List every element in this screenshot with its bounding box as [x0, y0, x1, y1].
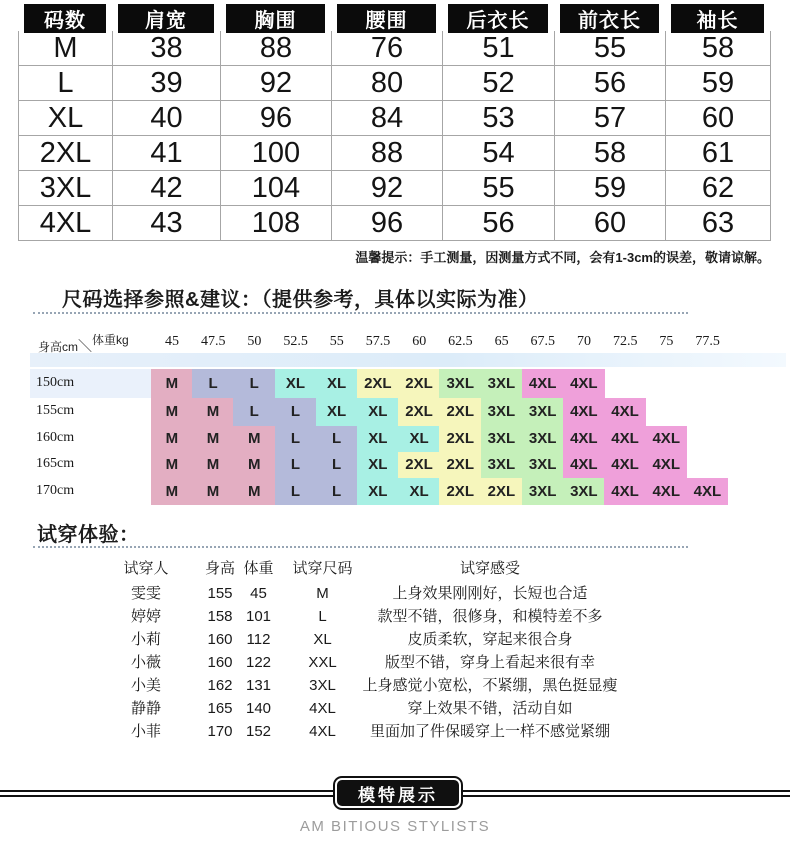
fitting-value-cell: 里面加了件保暖穿上一样不感觉紧绷 [369, 723, 610, 740]
fitting-value-cell: L [318, 608, 327, 625]
fitting-value-cell: XL [313, 631, 332, 648]
matrix-size-cell: XL [275, 369, 317, 398]
matrix-size-cell: 4XL [645, 478, 687, 505]
spec-value-cell: 55 [443, 171, 555, 206]
matrix-weight-label: 60 [412, 334, 427, 349]
spec-value-cell: 96 [332, 206, 443, 241]
spec-value-cell: 92 [332, 171, 443, 206]
model-display-badge-label: 模特展示 [358, 785, 438, 805]
matrix-size-cell: 4XL [604, 426, 646, 452]
matrix-size-cell: M [192, 478, 234, 505]
matrix-weight-label: 55 [329, 334, 344, 349]
spec-value-cell: 100 [221, 136, 332, 171]
matrix-size-cell: XL [357, 478, 399, 505]
fitting-value-cell: 170 [207, 723, 233, 740]
fitting-value-cell: 101 [245, 608, 272, 625]
spec-value-cell: 56 [555, 66, 666, 101]
spec-size-label: L [19, 66, 113, 101]
fitting-column-header: 试穿感受 [459, 560, 520, 577]
fitting-value-cell: 雯雯 [130, 585, 161, 602]
fitting-value-cell: 小菲 [130, 723, 161, 740]
matrix-size-cell: L [192, 369, 234, 398]
spec-column-header: 袖长 [671, 4, 764, 33]
matrix-size-cell: M [151, 398, 193, 426]
spec-value-cell: 63 [666, 206, 771, 241]
spec-value-cell: 55 [555, 31, 666, 66]
matrix-size-cell: M [151, 426, 193, 452]
spec-value-cell: 60 [666, 101, 771, 136]
matrix-size-cell: M [151, 452, 193, 478]
fitting-value-cell: 160 [207, 654, 233, 671]
spec-column-header: 码数 [24, 4, 106, 33]
matrix-weight-label: 75 [659, 334, 674, 349]
matrix-weight-label: 45 [165, 334, 179, 349]
spec-value-cell: 88 [221, 31, 332, 66]
matrix-weight-label: 50 [247, 334, 262, 349]
fitting-value-cell: 版型不错，穿身上看起来很有幸 [384, 654, 595, 671]
spec-value-cell: 104 [221, 171, 332, 206]
spec-value-cell: 51 [443, 31, 555, 66]
spec-column-header: 前衣长 [560, 4, 659, 33]
matrix-size-cell: 2XL [439, 452, 481, 478]
fitting-value-cell: 152 [245, 723, 272, 740]
spec-value-cell: 108 [221, 206, 332, 241]
matrix-weight-label: 67.5 [530, 334, 556, 349]
matrix-weight-label: 62.5 [448, 334, 473, 349]
fitting-value-cell: 162 [207, 677, 233, 694]
matrix-size-cell: L [316, 426, 358, 452]
matrix-header-band [30, 353, 786, 367]
spec-table-body [18, 31, 771, 241]
spec-value-cell: 96 [221, 101, 332, 136]
fitting-value-cell: 小莉 [130, 631, 161, 648]
matrix-size-cell: L [275, 398, 317, 426]
matrix-size-cell: L [275, 452, 317, 478]
spec-value-cell: 59 [555, 171, 666, 206]
fitting-value-cell: 122 [245, 654, 272, 671]
fitting-divider [33, 546, 688, 548]
spec-value-cell: 56 [443, 206, 555, 241]
banner-line-left [0, 790, 333, 797]
matrix-size-cell: XL [357, 426, 399, 452]
fitting-column-header: 试穿尺码 [292, 560, 353, 577]
matrix-weight-label: 72.5 [612, 334, 638, 349]
matrix-size-cell: 3XL [522, 426, 564, 452]
matrix-size-cell: L [233, 398, 275, 426]
brand-text: AM BITIOUS STYLISTS [299, 818, 491, 835]
spec-value-cell: 38 [113, 31, 221, 66]
corner-weight-label: 体重kg [92, 333, 129, 347]
spec-value-cell: 60 [555, 206, 666, 241]
spec-value-cell: 59 [666, 66, 771, 101]
matrix-height-label: 165cm [36, 456, 75, 471]
matrix-size-cell: 3XL [563, 478, 605, 505]
matrix-size-cell: 4XL [645, 426, 687, 452]
spec-value-cell: 76 [332, 31, 443, 66]
spec-value-cell: 61 [666, 136, 771, 171]
matrix-size-cell: 4XL [563, 398, 605, 426]
fitting-value-cell: 款型不错，很修身，和模特差不多 [377, 608, 603, 625]
matrix-size-cell: 4XL [645, 452, 687, 478]
fitting-value-cell: 155 [207, 585, 233, 602]
matrix-height-label: 170cm [36, 482, 75, 498]
spec-value-cell: 58 [555, 136, 666, 171]
spec-value-cell: 52 [443, 66, 555, 101]
fitting-value-cell: 穿上效果不错，活动自如 [407, 700, 573, 717]
matrix-size-cell: 4XL [522, 369, 564, 398]
matrix-size-cell: M [192, 452, 234, 478]
fitting-column-header: 身高 [204, 560, 235, 577]
spec-column-header: 胸围 [226, 4, 325, 33]
matrix-weight-label: 47.5 [200, 334, 226, 349]
spec-value-cell: 53 [443, 101, 555, 136]
matrix-size-cell: XL [357, 452, 399, 478]
spec-size-label: 4XL [19, 206, 113, 241]
spec-value-cell: 58 [666, 31, 771, 66]
matrix-size-cell: 3XL [439, 369, 481, 398]
matrix-size-cell: 4XL [563, 426, 605, 452]
matrix-height-label: 155cm [36, 403, 75, 418]
matrix-size-cell: M [151, 369, 193, 398]
spec-size-label: XL [19, 101, 113, 136]
matrix-size-cell: 4XL [604, 478, 646, 505]
fitting-column-header: 试穿人 [123, 560, 169, 577]
matrix-size-cell: 2XL [398, 369, 440, 398]
matrix-size-cell: 2XL [439, 478, 481, 505]
matrix-size-cell: 2XL [398, 398, 440, 426]
fitting-value-cell: 静静 [130, 700, 161, 717]
matrix-size-cell: L [316, 452, 358, 478]
spec-size-label: 3XL [19, 171, 113, 206]
matrix-size-cell: M [233, 478, 275, 505]
spec-value-cell: 41 [113, 136, 221, 171]
fitting-value-cell: 160 [207, 631, 233, 648]
matrix-size-cell: 4XL [604, 452, 646, 478]
spec-value-cell: 88 [332, 136, 443, 171]
fitting-value-cell: 112 [246, 631, 271, 648]
model-display-badge-inner [335, 778, 461, 808]
spec-size-label: M [19, 31, 113, 66]
matrix-weight-label: 77.5 [695, 334, 720, 349]
matrix-size-cell: M [233, 426, 275, 452]
matrix-weight-label: 57.5 [365, 334, 391, 349]
matrix-weight-label: 52.5 [283, 334, 308, 349]
matrix-size-cell: 3XL [522, 452, 564, 478]
matrix-size-cell: XL [398, 426, 440, 452]
matrix-corner-label [38, 333, 129, 356]
spec-value-cell: 57 [555, 101, 666, 136]
size-guide-divider [33, 312, 688, 314]
fitting-value-cell: 140 [245, 700, 272, 717]
spec-size-label: 2XL [19, 136, 113, 171]
fitting-value-cell: 皮质柔软，穿起来很合身 [407, 631, 573, 648]
spec-value-cell: 84 [332, 101, 443, 136]
spec-table-header-row [18, 4, 770, 31]
measurement-note: 温馨提示：手工测量，因测量方式不同，会有1-3cm的误差，敬请谅解。 [355, 250, 770, 265]
matrix-size-cell: M [151, 478, 193, 505]
matrix-size-cell: 4XL [563, 369, 605, 398]
spec-value-cell: 42 [113, 171, 221, 206]
matrix-weight-label: 70 [577, 334, 591, 349]
fitting-value-cell: 131 [245, 677, 272, 694]
matrix-size-cell: M [233, 452, 275, 478]
fitting-value-cell: 4XL [309, 700, 336, 717]
matrix-size-cell: 2XL [481, 478, 523, 505]
matrix-size-cell: XL [398, 478, 440, 505]
matrix-size-cell: 4XL [563, 452, 605, 478]
size-guide-title: 尺码选择参照&建议：（提供参考，具体以实际为准） [62, 289, 539, 311]
matrix-size-cell: L [316, 478, 358, 505]
spec-column-header: 后衣长 [448, 4, 548, 33]
matrix-size-cell: 2XL [439, 398, 481, 426]
matrix-size-cell: 3XL [522, 398, 564, 426]
matrix-size-cell: M [192, 398, 234, 426]
matrix-size-cell: XL [316, 398, 358, 426]
fitting-value-cell: 165 [207, 700, 233, 717]
matrix-size-cell: 4XL [604, 398, 646, 426]
corner-diagonal: ＼ [78, 338, 92, 354]
corner-height-label: 身高cm [38, 340, 78, 354]
matrix-size-cell: 3XL [481, 452, 523, 478]
fitting-value-cell: 小美 [130, 677, 161, 694]
spec-column-header: 肩宽 [118, 4, 214, 33]
matrix-size-cell: 3XL [522, 478, 564, 505]
model-display-badge [333, 776, 463, 810]
matrix-height-label: 150cm [36, 374, 75, 390]
fitting-value-cell: 小薇 [130, 654, 161, 671]
spec-value-cell: 40 [113, 101, 221, 136]
spec-value-cell: 80 [332, 66, 443, 101]
fitting-value-cell: 158 [207, 608, 233, 625]
matrix-size-cell: 2XL [439, 426, 481, 452]
spec-value-cell: 62 [666, 171, 771, 206]
matrix-size-cell: 2XL [357, 369, 399, 398]
spec-value-cell: 92 [221, 66, 332, 101]
matrix-size-cell: XL [357, 398, 399, 426]
fitting-value-cell: 上身效果刚刚好，长短也合适 [392, 585, 588, 602]
matrix-size-cell: 3XL [481, 398, 523, 426]
fitting-value-cell: XXL [308, 654, 337, 671]
matrix-height-label: 160cm [36, 430, 75, 445]
matrix-size-cell: L [275, 478, 317, 505]
matrix-size-cell: 3XL [481, 369, 523, 398]
matrix-size-cell: 2XL [398, 452, 440, 478]
fitting-title: 试穿体验： [37, 524, 140, 546]
matrix-size-cell: 3XL [481, 426, 523, 452]
matrix-size-cell: 4XL [687, 478, 729, 505]
fitting-value-cell: 婷婷 [130, 608, 161, 625]
fitting-value-cell: 3XL [309, 677, 336, 694]
matrix-size-cell: M [192, 426, 234, 452]
fitting-value-cell: 45 [250, 585, 267, 602]
fitting-value-cell: 4XL [309, 723, 336, 740]
spec-value-cell: 43 [113, 206, 221, 241]
matrix-size-cell: XL [316, 369, 358, 398]
banner-line-right [463, 790, 790, 797]
matrix-size-cell: L [233, 369, 275, 398]
fitting-value-cell: 上身感觉小宽松，不紧绷，黑色挺显瘦 [362, 677, 618, 694]
matrix-weight-label: 65 [494, 334, 509, 349]
spec-value-cell: 54 [443, 136, 555, 171]
fitting-column-header: 体重 [243, 560, 274, 577]
fitting-value-cell: M [316, 585, 329, 602]
matrix-size-cell: L [275, 426, 317, 452]
spec-value-cell: 39 [113, 66, 221, 101]
spec-column-header: 腰围 [337, 4, 436, 33]
